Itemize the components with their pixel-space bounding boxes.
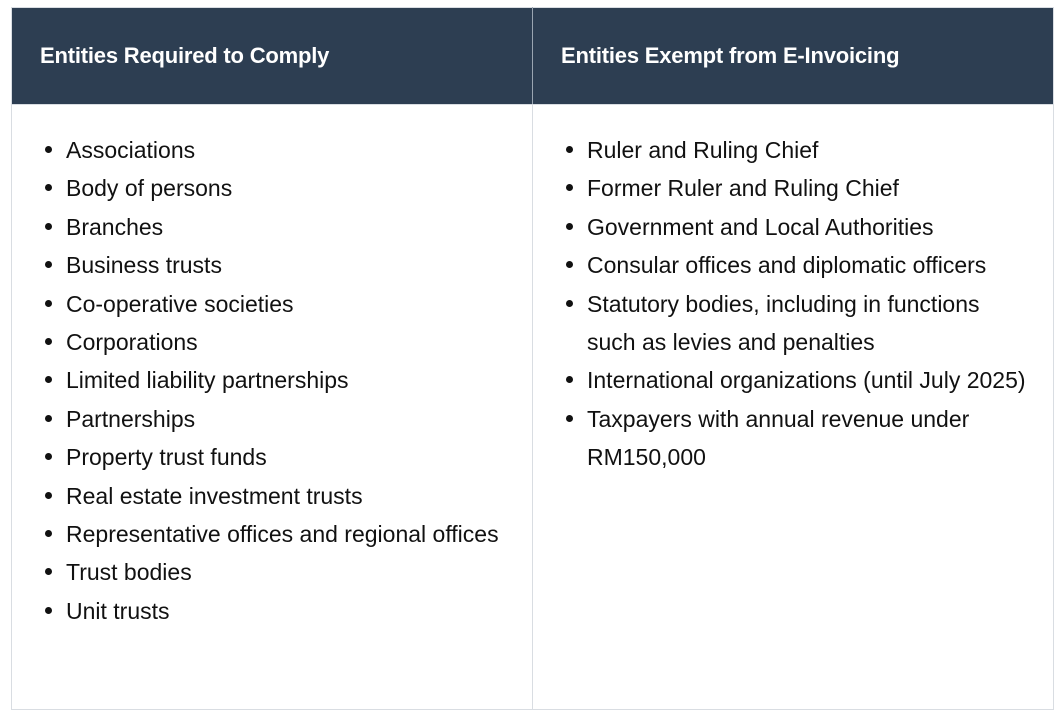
header-exempt-from-einvoicing: Entities Exempt from E-Invoicing [533, 8, 1054, 105]
list-item: Representative offices and regional offices [66, 515, 512, 553]
required-entities-list [12, 131, 512, 630]
list-item: Real estate investment trusts [66, 477, 512, 515]
list-item: Statutory bodies, including in functions such as levies and penalties [587, 285, 1033, 362]
list-item: Business trusts [66, 246, 512, 284]
header-required-to-comply: Entities Required to Comply [12, 8, 533, 105]
list-item: International organizations (until July 2025) [587, 361, 1033, 399]
list-item: Associations [66, 131, 512, 169]
table-body-row [12, 105, 1054, 710]
list-item: Body of persons [66, 169, 512, 207]
list-item: Ruler and Ruling Chief [587, 131, 1033, 169]
list-item: Branches [66, 208, 512, 246]
comparison-table-container [11, 7, 1053, 710]
list-item: Trust bodies [66, 553, 512, 591]
exempt-entities-list [533, 131, 1033, 477]
list-item: Co-operative societies [66, 285, 512, 323]
list-item: Limited liability partnerships [66, 361, 512, 399]
exempt-entities-cell [533, 105, 1054, 710]
table-header-row [12, 8, 1054, 105]
list-item: Partnerships [66, 400, 512, 438]
required-entities-cell [12, 105, 533, 710]
list-item: Unit trusts [66, 592, 512, 630]
list-item: Former Ruler and Ruling Chief [587, 169, 1033, 207]
list-item: Corporations [66, 323, 512, 361]
list-item: Taxpayers with annual revenue under RM150,000 [587, 400, 1033, 477]
entities-comparison-table [11, 7, 1054, 710]
list-item: Government and Local Authorities [587, 208, 1033, 246]
list-item: Property trust funds [66, 438, 512, 476]
list-item: Consular offices and diplomatic officers [587, 246, 1033, 284]
